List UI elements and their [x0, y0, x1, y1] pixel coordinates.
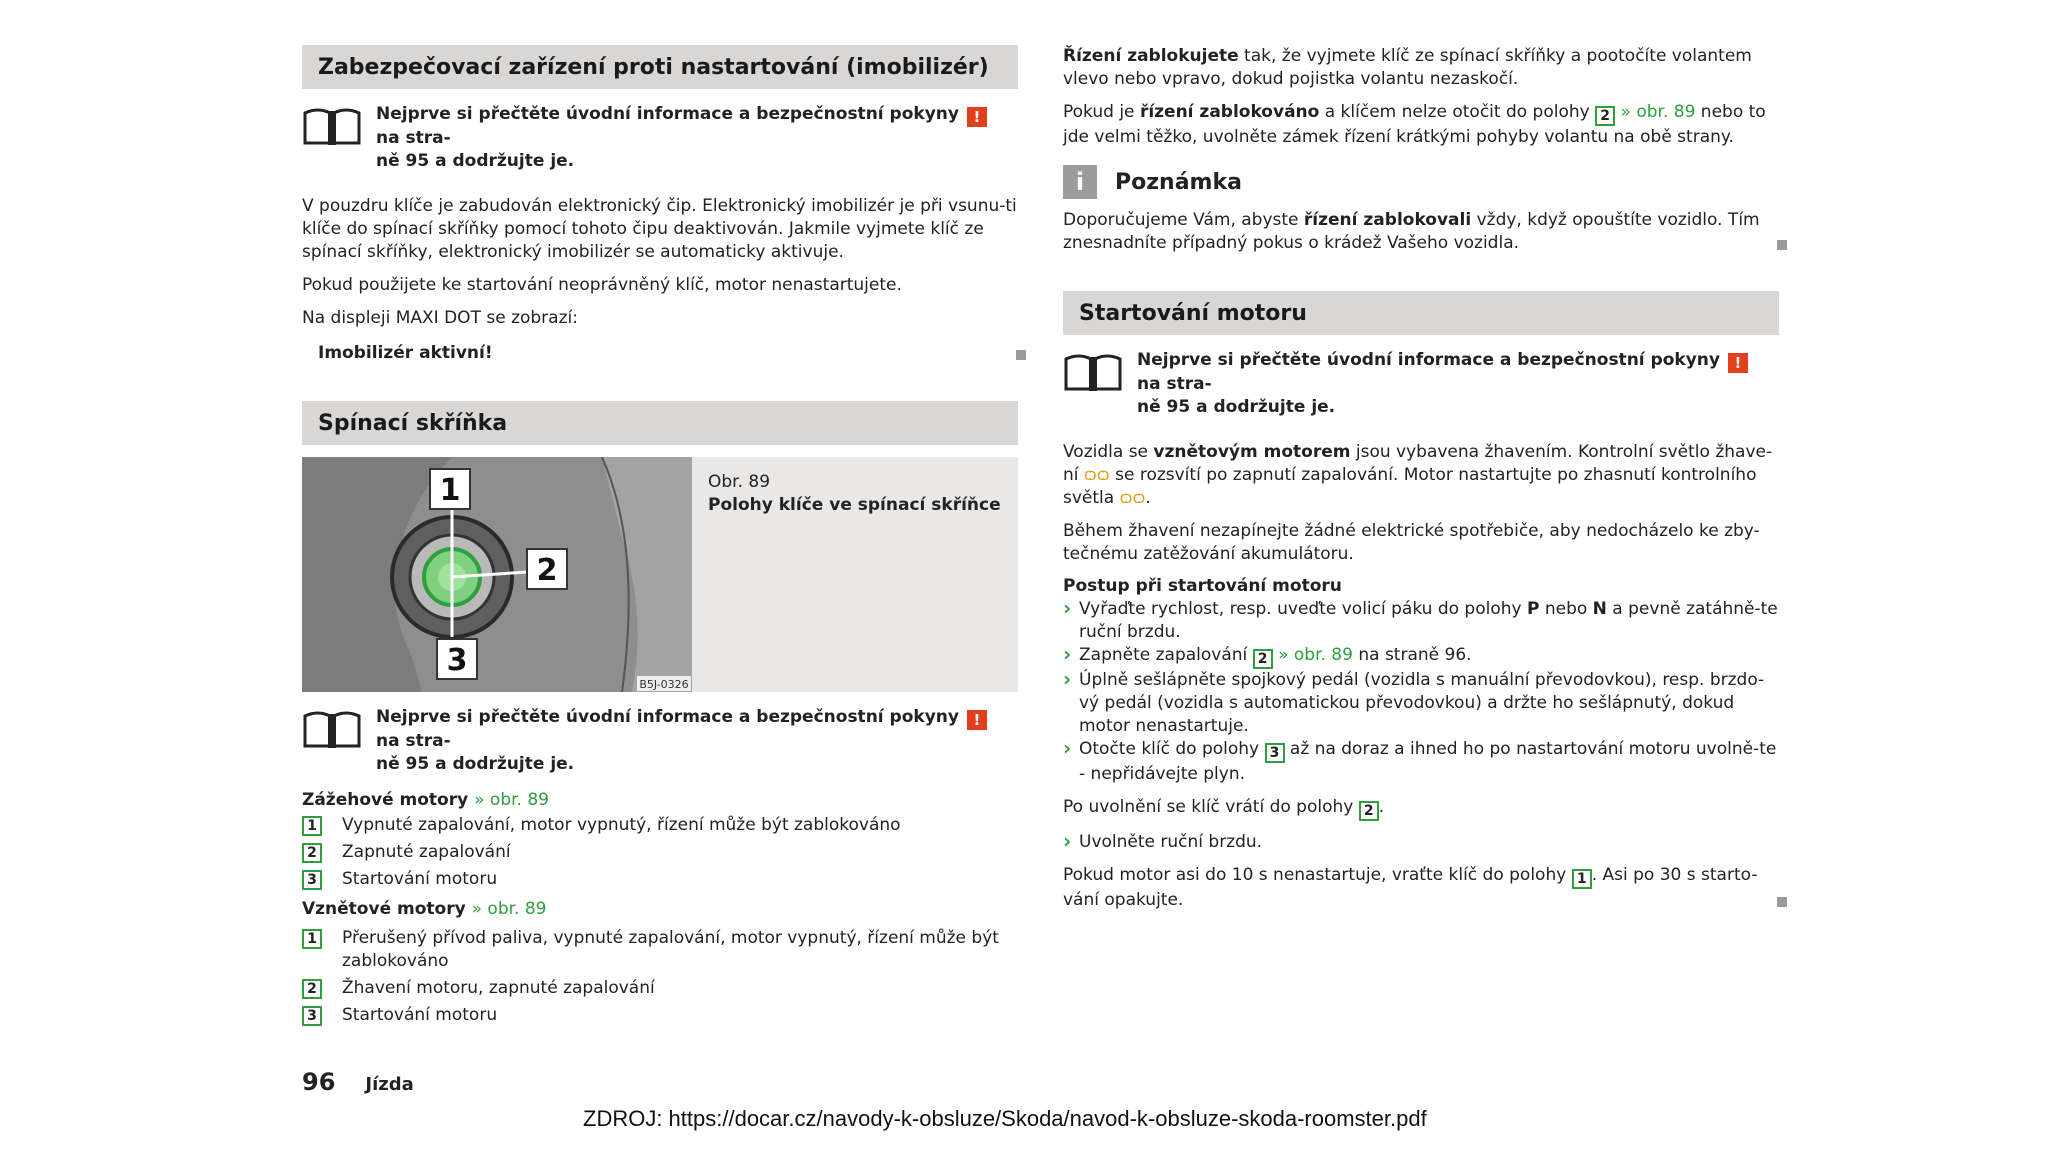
read-first-notice	[302, 706, 1018, 776]
legend-item: 2 Zapnuté zapalování	[302, 841, 1018, 864]
figure-caption-title: Polohy klíče ve spínací skříňce	[708, 495, 1001, 515]
list-item: › Vyřaďte rychlost, resp. uveďte volicí páku do polohy P nebo N a pevně zatáhně-te ruční brzdu.	[1063, 598, 1779, 644]
note-heading	[1063, 165, 1779, 199]
book-icon	[1063, 351, 1123, 393]
end-mark-icon	[1777, 240, 1787, 250]
section-heading-start-engine: Startování motoru	[1063, 291, 1779, 335]
read-first-text-b: na stra-	[376, 731, 451, 751]
figure-label-2: 2	[536, 553, 558, 588]
glow-plug-icon: ѻѻ	[1119, 488, 1146, 508]
read-first-text-c: ně 95 a dodržujte je.	[1137, 397, 1336, 417]
procedure-steps	[1063, 598, 1779, 786]
read-first-text-b: na stra-	[1137, 374, 1212, 394]
paragraph: Pokud motor asi do 10 s nenastartuje, vraťte klíč do polohy 1 . Asi po 30 s starto-vání opakujte.	[1063, 864, 1779, 912]
note-text: Doporučujeme Vám, abyste řízení zablokovali vždy, když opouštíte vozidlo. Tím znesnadníte případný pokus o krádež Vašeho vozidla.	[1063, 209, 1779, 255]
figure-link[interactable]: » obr. 89	[1615, 102, 1696, 122]
petrol-legend	[302, 814, 1018, 891]
footer-section: Jízda	[365, 1074, 414, 1095]
position-number: 2	[1359, 801, 1379, 821]
page-number: 96	[302, 1068, 336, 1096]
list-item: › Zapněte zapalování 2 » obr. 89 na straně 96.	[1063, 644, 1779, 669]
read-first-notice	[1063, 349, 1779, 419]
legend-item: 3 Startování motoru	[302, 1004, 1018, 1027]
legend-item: 1 Přerušený přívod paliva, vypnuté zapalování, motor vypnutý, řízení může být zablokováno	[302, 927, 1018, 973]
paragraph: Po uvolnění se klíč vrátí do polohy 2 .	[1063, 797, 1385, 819]
figure-link[interactable]: » obr. 89	[474, 790, 549, 810]
source-caption: ZDROJ: https://docar.cz/navody-k-obsluze/Skoda/navod-k-obsluze-skoda-roomster.pdf	[583, 1106, 1427, 1131]
petrol-engines-heading: Zážehové motory » obr. 89	[302, 790, 549, 810]
read-first-text: Nejprve si přečtěte úvodní informace a bezpečnostní pokyny	[376, 104, 959, 124]
note-title: Poznámka	[1115, 169, 1242, 195]
ignition-lock-illustration	[302, 457, 692, 692]
read-first-text: Nejprve si přečtěte úvodní informace a bezpečnostní pokyny	[1137, 350, 1720, 370]
paragraph: Během žhavení nezapínejte žádné elektrické spotřebiče, aby nedocházelo ke zby-tečnému zatěžování akumulátoru.	[1063, 521, 1760, 564]
right-column	[1063, 45, 1779, 912]
position-number: 2	[1253, 649, 1273, 669]
left-column	[302, 45, 1018, 1027]
legend-item: 3 Startování motoru	[302, 868, 1018, 891]
paragraph: Pokud je řízení zablokováno a klíčem nelze otočit do polohy 2 » obr. 89 nebo to jde velmi těžko, uvolněte zámek řízení krátkými pohyby volantu na obě strany.	[1063, 102, 1766, 147]
figure-label-3: 3	[446, 643, 468, 678]
figure-link[interactable]: » obr. 89	[1272, 645, 1353, 665]
section-heading-immobilizer: Zabezpečovací zařízení proti nastartování (imobilizér)	[302, 45, 1018, 89]
book-icon	[302, 708, 362, 750]
figure-code: B5J-0326	[639, 678, 689, 691]
list-item: › Uvolněte ruční brzdu.	[1063, 831, 1779, 854]
book-icon	[302, 105, 362, 147]
diesel-engines-heading: Vznětové motory » obr. 89	[302, 899, 547, 919]
figure-caption	[692, 457, 1017, 692]
warning-icon: !	[967, 107, 987, 127]
position-number: 3	[1265, 743, 1285, 763]
paragraph: Řízení zablokujete tak, že vyjmete klíč ze spínací skříňky a pootočíte volantem vlevo nebo vpravo, dokud pojistka volantu nezaskočí.	[1063, 46, 1752, 89]
glow-plug-icon: ѻѻ	[1083, 465, 1110, 485]
procedure-steps	[1063, 831, 1779, 854]
paragraph: Vozidla se vznětovým motorem jsou vybavena žhavením. Kontrolní světlo žhave-ní ѻѻ se rozsvítí po zapnutí zapalování. Motor nastartujte po zhasnutí kontrolního světla ѻѻ.	[1063, 442, 1773, 508]
procedure-heading: Postup při startování motoru	[1063, 576, 1342, 596]
read-first-text-b: na stra-	[376, 128, 451, 148]
figure-label-1: 1	[439, 473, 461, 508]
paragraph: V pouzdru klíče je zabudován elektronický čip. Elektronický imobilizér je při vsunu-ti klíče do spínací skříňky pomocí tohoto čipu deaktivován. Jakmile vyjmete klíč ze spínací skříňky, elektronický imobilizér se automaticky aktivuje.	[302, 196, 1017, 262]
legend-item: 2 Žhavení motoru, zapnuté zapalování	[302, 977, 1018, 1000]
position-number: 1	[1572, 869, 1592, 889]
read-first-notice	[302, 103, 1018, 173]
figure-link[interactable]: » obr. 89	[471, 899, 547, 919]
section-heading-ignition: Spínací skříňka	[302, 401, 1018, 445]
position-number: 2	[1595, 106, 1615, 126]
paragraph: Pokud použijete ke startování neoprávněný klíč, motor nenastartujete.	[302, 275, 902, 295]
info-icon: i	[1063, 165, 1097, 199]
end-mark-icon	[1016, 350, 1026, 360]
paragraph: Na displeji MAXI DOT se zobrazí:	[302, 308, 578, 328]
warning-icon: !	[1728, 353, 1748, 373]
warning-icon: !	[967, 710, 987, 730]
diesel-legend	[302, 927, 1018, 1027]
list-item: › Otočte klíč do polohy 3 až na doraz a ihned ho po nastartování motoru uvolně-te - nepřidávejte plyn.	[1063, 738, 1779, 786]
display-message: Imobilizér aktivní!	[318, 342, 1018, 365]
list-item: › Úplně sešlápněte spojkový pedál (vozidla s manuální převodovkou), resp. brzdo-vý pedál (vozidla s automatickou převodovkou) a držte ho sešlápnutý, dokud motor nenastartuje.	[1063, 669, 1779, 738]
end-mark-icon	[1777, 897, 1787, 907]
figure-caption-number: Obr. 89	[708, 472, 771, 492]
page-footer	[302, 1068, 414, 1096]
legend-item: 1 Vypnuté zapalování, motor vypnutý, řízení může být zablokováno	[302, 814, 1018, 837]
read-first-text-c: ně 95 a dodržujte je.	[376, 151, 575, 171]
figure-89	[302, 457, 1018, 692]
read-first-text-c: ně 95 a dodržujte je.	[376, 754, 575, 774]
read-first-text: Nejprve si přečtěte úvodní informace a bezpečnostní pokyny	[376, 707, 959, 727]
